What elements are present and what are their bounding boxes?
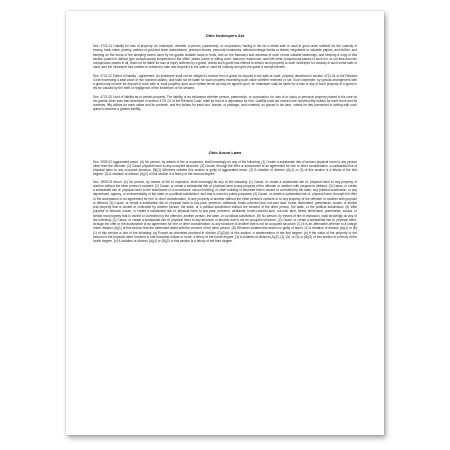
section-title: Ohio Arson Laws xyxy=(208,149,242,155)
paragraph-4721-01: Sec. 4721.01 Liability for loss of property. An innkeeper, whether a person, partnership, or corporation, having in his inn a metal safe or vault in good order suitable for the custody of money, bank notes, jewelry, articles of gold and silver manufacture, precious stones, personal ornaments, railroad mileage books or tickets, negotiable or valuable papers, and bullion, and keeping on the doors of the sleeping rooms used by his guests suitable locks or bolts, and on the transoms and windows of such rooms suitable fastenings, and keeping a copy of this section posted in distinct type conspicuously suspended in the office, ladies' parlor or sitting room, barroom, washroom, and five other conspicuous places in such inn, or not less than ten conspicuous places in all, shall not be liable for loss or injury suffered by a guest, unless such guest has offered to deliver such property to such innkeeper for custody in such metal safe or vault, and the innkeeper has omitted or refused to take and deposit it in the safe or vault for custody and give the guest a receipt therefor. xyxy=(93,44,357,70)
document-page xyxy=(66,11,384,435)
section-title: Ohio Innkeepers Act xyxy=(205,33,245,38)
paragraph-4721-03: Sec. 4721.03 Limit of liability as to certain property. The liability of an innkeeper whether person, partnership, or corporation, for loss of or injury to personal property placed in his care by his guests other than that described in section 4721.01 of the Revised Code, shall be that of a depositary for hire. Liability shall not exceed one hundred fifty dollars for each trunk and its contents, fifty dollars for each valise and its contents, and ten dollars for each box, bundle, or package, and contents, so placed in his care, unless he has consented in writing with such guest to assume a greater liability. xyxy=(93,94,357,112)
arson-laws-section xyxy=(93,150,357,244)
paragraph-2909-02: Sec. 2909.02 Aggravated arson. (A) No person, by means of fire or explosion, shall knowingly do any of the following: (1) Create a substantial risk of serious physical harm to any person other than the offender; (2) Cause physical harm to any occupied structure; (3) Create, through the offer or acceptance of an agreement for hire or other consideration, a substantial risk of physical harm to any occupied structure. (B)(1) Whoever violates this section is guilty of aggravated arson. (2) A violation of division (A)(1) or (3) of this section is a felony of the first degree. (3) A violation of division (A)(2) of this section is a felony of the second degree. xyxy=(93,159,357,177)
paragraph-2909-03: Sec. 2909.03 Arson. (A) No person, by means of fire or explosion, shall knowingly do any of the following: (1) Cause, or create a substantial risk of, physical harm to any property of another without the other person's consent; (2) Cause, or create a substantial risk of, physical harm to any property of the offender or another, with purpose to defraud; (3) Cause, or create a substantial risk of, physical harm to the statehouse or a courthouse, school building, or other building or structure that is owned or controlled by the state, any political subdivision, or any department, agency, or instrumentality of the state or a political subdivision, and that is used for public purposes; (4) Cause, or create a substantial risk of, physical harm, through the offer or the acceptance of an agreement for hire or other consideration, to any property of another without the other person's consent or to any property of the offender or another with purpose to defraud; (5) Cause, or create a substantial risk of, physical harm to any park, preserve, wildlands, brush-covered land, cut-over land, forest, timberland, greenlands, woods, or similar real property that is owned or controlled by another person, the state, or a political subdivision without the consent of the other person, the state, or the political subdivision. (6) With purpose to defraud, cause, or create a substantial risk of, physical harm to any park, preserve, wildlands, brush-covered land, cut-over land, forest, timberland, greenlands, woods, or similar real property that is owned or controlled by the offender, another person, the state, or a political subdivision. (B) No person, by means of fire or explosion, shall knowingly do any of the following: (1) Cause, or create a substantial risk of, physical harm to any structure of another that is not an occupied structure; (2) Cause, or create a substantial risk of, physical harm, through the offer or the acceptance of an agreement for hire or other consideration, to any structure of another that is not an occupied structure. (C) It is an affirmative defense to a charge under division (A)(1) of this section that the defendant acted with the consent of the other person. (D) Whoever violates this section is guilty of arson. (2) A violation of division (A)(1) or (B)(1) of this section is one of the following: (a) Except as otherwise provided in division (D)(2)(b) of this section, a misdemeanor of the first degree; (b) If the value of the property or the amount of the physical harm involved is one thousand dollars or more, a felony of the fourth degree. (3) A violation of division (A)(2), (3), (5), or (6) or (B)(2) of this section is a felony of the fourth degree. (4) A violation of division (A)(4) or (B)(2) of this section is a felony of the third degree. xyxy=(93,179,357,243)
section-spacer xyxy=(93,116,357,150)
innkeepers-act-section xyxy=(93,33,357,112)
paragraph-4721-02: Sec. 4721.02 Extent of liability - agreement. An innkeeper shall not be obliged to receive from a guest for deposit in the safe or vault, property described in section 4721.01 of the Revised Code exceeding a total value of five hundred dollars, and shall not be liable for such property exceeding such value whether received or not. Such innkeeper, by special arrangement with a guest may receive for deposit in such safe or vault property upon such written terms as may be agreed upon. An innkeeper shall be liable for a loss of any of such property of a guest in his inn caused by the theft or negligence of the innkeeper or his servant. xyxy=(93,73,357,91)
